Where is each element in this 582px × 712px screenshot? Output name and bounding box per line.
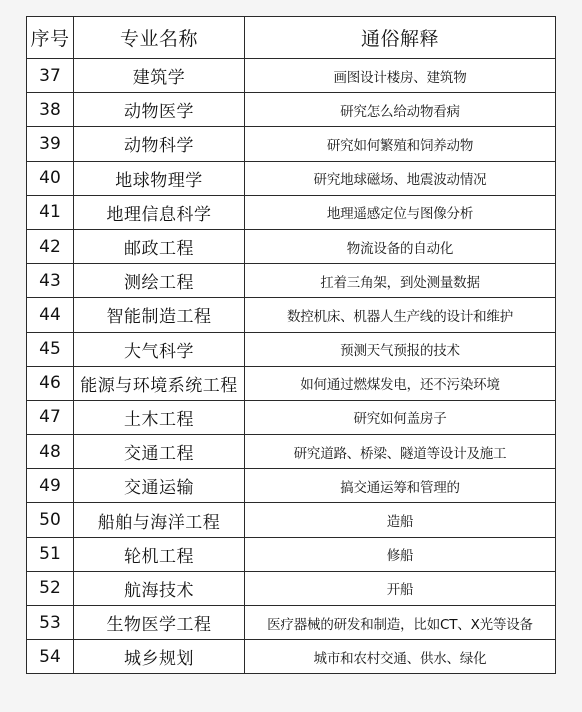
header-explanation: 通俗解释 bbox=[245, 17, 556, 59]
header-major-name: 专业名称 bbox=[74, 17, 245, 59]
table-row bbox=[27, 606, 556, 640]
table-row bbox=[27, 161, 556, 195]
table-row bbox=[27, 366, 556, 400]
major-explanation: 研究道路、桥梁、隧道等设计及施工 bbox=[245, 435, 556, 469]
table-row bbox=[27, 298, 556, 332]
header-number: 序号 bbox=[27, 17, 74, 59]
major-explanation: 预测天气预报的技术 bbox=[245, 332, 556, 366]
table-row bbox=[27, 59, 556, 93]
row-number: 49 bbox=[27, 469, 74, 503]
major-name: 城乡规划 bbox=[74, 640, 245, 674]
major-explanation: 扛着三角架，到处测量数据 bbox=[245, 264, 556, 298]
row-number: 39 bbox=[27, 127, 74, 161]
major-explanation: 研究地球磁场、地震波动情况 bbox=[245, 161, 556, 195]
major-name: 动物医学 bbox=[74, 93, 245, 127]
major-name: 能源与环境系统工程 bbox=[74, 366, 245, 400]
major-name: 智能制造工程 bbox=[74, 298, 245, 332]
major-name: 轮机工程 bbox=[74, 537, 245, 571]
table-header-row bbox=[27, 17, 556, 59]
row-number: 48 bbox=[27, 435, 74, 469]
major-name: 生物医学工程 bbox=[74, 606, 245, 640]
row-number: 47 bbox=[27, 400, 74, 434]
major-explanation: 地理遥感定位与图像分析 bbox=[245, 195, 556, 229]
major-explanation: 研究怎么给动物看病 bbox=[245, 93, 556, 127]
row-number: 41 bbox=[27, 195, 74, 229]
row-number: 52 bbox=[27, 571, 74, 605]
major-name: 动物科学 bbox=[74, 127, 245, 161]
row-number: 42 bbox=[27, 229, 74, 263]
major-name: 地理信息科学 bbox=[74, 195, 245, 229]
row-number: 54 bbox=[27, 640, 74, 674]
major-explanation: 搞交通运筹和管理的 bbox=[245, 469, 556, 503]
table-row bbox=[27, 195, 556, 229]
major-explanation: 画图设计楼房、建筑物 bbox=[245, 59, 556, 93]
major-name: 交通工程 bbox=[74, 435, 245, 469]
row-number: 43 bbox=[27, 264, 74, 298]
table-row bbox=[27, 93, 556, 127]
major-explanation: 城市和农村交通、供水、绿化 bbox=[245, 640, 556, 674]
major-explanation: 修船 bbox=[245, 537, 556, 571]
row-number: 46 bbox=[27, 366, 74, 400]
major-name: 地球物理学 bbox=[74, 161, 245, 195]
major-name: 建筑学 bbox=[74, 59, 245, 93]
table-row bbox=[27, 503, 556, 537]
major-explanation: 数控机床、机器人生产线的设计和维护 bbox=[245, 298, 556, 332]
row-number: 45 bbox=[27, 332, 74, 366]
table-row bbox=[27, 435, 556, 469]
major-explanation: 研究如何盖房子 bbox=[245, 400, 556, 434]
major-explanation: 开船 bbox=[245, 571, 556, 605]
major-name: 船舶与海洋工程 bbox=[74, 503, 245, 537]
major-explanation: 如何通过燃煤发电，还不污染环境 bbox=[245, 366, 556, 400]
table-row bbox=[27, 469, 556, 503]
major-name: 土木工程 bbox=[74, 400, 245, 434]
row-number: 51 bbox=[27, 537, 74, 571]
table-row bbox=[27, 127, 556, 161]
table-row bbox=[27, 400, 556, 434]
table-row bbox=[27, 264, 556, 298]
row-number: 40 bbox=[27, 161, 74, 195]
row-number: 53 bbox=[27, 606, 74, 640]
table-row bbox=[27, 537, 556, 571]
major-name: 大气科学 bbox=[74, 332, 245, 366]
major-explanation: 造船 bbox=[245, 503, 556, 537]
major-name: 邮政工程 bbox=[74, 229, 245, 263]
major-name: 测绘工程 bbox=[74, 264, 245, 298]
majors-table bbox=[26, 16, 556, 674]
row-number: 44 bbox=[27, 298, 74, 332]
table-row bbox=[27, 229, 556, 263]
row-number: 37 bbox=[27, 59, 74, 93]
major-explanation: 物流设备的自动化 bbox=[245, 229, 556, 263]
major-explanation: 研究如何繁殖和饲养动物 bbox=[245, 127, 556, 161]
major-name: 航海技术 bbox=[74, 571, 245, 605]
row-number: 50 bbox=[27, 503, 74, 537]
major-explanation: 医疗器械的研发和制造，比如CT、X光等设备 bbox=[245, 606, 556, 640]
table-row bbox=[27, 571, 556, 605]
major-name: 交通运输 bbox=[74, 469, 245, 503]
table-row bbox=[27, 640, 556, 674]
table-row bbox=[27, 332, 556, 366]
row-number: 38 bbox=[27, 93, 74, 127]
